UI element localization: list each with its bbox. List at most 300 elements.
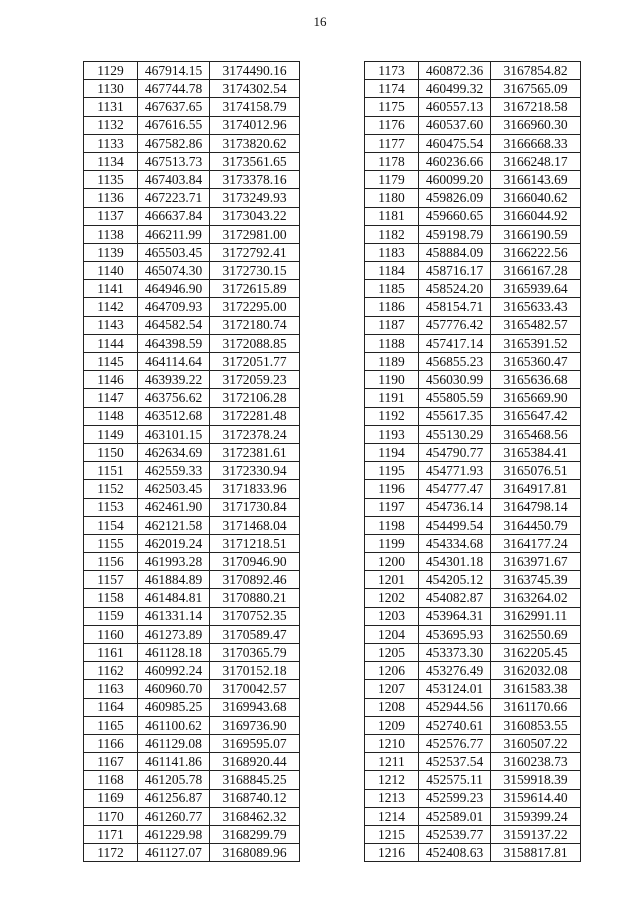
point-number-cell: 1155 [84, 534, 138, 552]
table-row [84, 789, 300, 807]
x-coordinate-cell: 463756.62 [138, 389, 210, 407]
x-coordinate-cell: 458716.17 [419, 262, 491, 280]
x-coordinate-cell: 461260.77 [138, 807, 210, 825]
table-row [365, 389, 581, 407]
point-number-cell: 1135 [84, 171, 138, 189]
y-coordinate-cell: 3172615.89 [210, 280, 300, 298]
y-coordinate-cell: 3172792.41 [210, 243, 300, 261]
x-coordinate-cell: 462559.33 [138, 462, 210, 480]
y-coordinate-cell: 3162991.11 [491, 607, 581, 625]
x-coordinate-cell: 452537.54 [419, 753, 491, 771]
x-coordinate-cell: 460985.25 [138, 698, 210, 716]
x-coordinate-cell: 466637.84 [138, 207, 210, 225]
y-coordinate-cell: 3172381.61 [210, 443, 300, 461]
table-row [365, 280, 581, 298]
point-number-cell: 1168 [84, 771, 138, 789]
table-row [365, 789, 581, 807]
point-number-cell: 1157 [84, 571, 138, 589]
point-number-cell: 1207 [365, 680, 419, 698]
table-row [84, 662, 300, 680]
table-row [84, 262, 300, 280]
y-coordinate-cell: 3166222.56 [491, 243, 581, 261]
y-coordinate-cell: 3172281.48 [210, 407, 300, 425]
x-coordinate-cell: 452539.77 [419, 825, 491, 843]
table-row [365, 371, 581, 389]
point-number-cell: 1184 [365, 262, 419, 280]
y-coordinate-cell: 3165633.43 [491, 298, 581, 316]
point-number-cell: 1133 [84, 134, 138, 152]
point-number-cell: 1160 [84, 625, 138, 643]
x-coordinate-cell: 454736.14 [419, 498, 491, 516]
x-coordinate-cell: 463512.68 [138, 407, 210, 425]
point-number-cell: 1142 [84, 298, 138, 316]
y-coordinate-cell: 3163745.39 [491, 571, 581, 589]
x-coordinate-cell: 458884.09 [419, 243, 491, 261]
x-coordinate-cell: 455617.35 [419, 407, 491, 425]
point-number-cell: 1173 [365, 62, 419, 80]
y-coordinate-cell: 3165647.42 [491, 407, 581, 425]
y-coordinate-cell: 3172981.00 [210, 225, 300, 243]
y-coordinate-cell: 3162205.45 [491, 644, 581, 662]
x-coordinate-cell: 454082.87 [419, 589, 491, 607]
table-row [84, 243, 300, 261]
table-row [84, 116, 300, 134]
y-coordinate-cell: 3172730.15 [210, 262, 300, 280]
y-coordinate-cell: 3165636.68 [491, 371, 581, 389]
x-coordinate-cell: 460872.36 [419, 62, 491, 80]
x-coordinate-cell: 456855.23 [419, 353, 491, 371]
y-coordinate-cell: 3174012.96 [210, 116, 300, 134]
point-number-cell: 1152 [84, 480, 138, 498]
point-number-cell: 1147 [84, 389, 138, 407]
point-number-cell: 1209 [365, 716, 419, 734]
point-number-cell: 1201 [365, 571, 419, 589]
table-row [365, 189, 581, 207]
y-coordinate-cell: 3161170.66 [491, 698, 581, 716]
x-coordinate-cell: 452589.01 [419, 807, 491, 825]
point-number-cell: 1188 [365, 334, 419, 352]
table-row [84, 680, 300, 698]
table-row [365, 407, 581, 425]
point-number-cell: 1196 [365, 480, 419, 498]
y-coordinate-cell: 3172059.23 [210, 371, 300, 389]
y-coordinate-cell: 3164177.24 [491, 534, 581, 552]
y-coordinate-cell: 3174490.16 [210, 62, 300, 80]
x-coordinate-cell: 467914.15 [138, 62, 210, 80]
point-number-cell: 1171 [84, 825, 138, 843]
y-coordinate-cell: 3170589.47 [210, 625, 300, 643]
x-coordinate-cell: 463939.22 [138, 371, 210, 389]
table-row [365, 243, 581, 261]
x-coordinate-cell: 461884.89 [138, 571, 210, 589]
y-coordinate-cell: 3166167.28 [491, 262, 581, 280]
y-coordinate-cell: 3168462.32 [210, 807, 300, 825]
point-number-cell: 1148 [84, 407, 138, 425]
y-coordinate-cell: 3165391.52 [491, 334, 581, 352]
x-coordinate-cell: 459198.79 [419, 225, 491, 243]
x-coordinate-cell: 453124.01 [419, 680, 491, 698]
point-number-cell: 1163 [84, 680, 138, 698]
point-number-cell: 1140 [84, 262, 138, 280]
table-row [84, 152, 300, 170]
point-number-cell: 1159 [84, 607, 138, 625]
x-coordinate-cell: 460992.24 [138, 662, 210, 680]
table-row [84, 480, 300, 498]
point-number-cell: 1164 [84, 698, 138, 716]
x-coordinate-cell: 458154.71 [419, 298, 491, 316]
y-coordinate-cell: 3174158.79 [210, 98, 300, 116]
point-number-cell: 1193 [365, 425, 419, 443]
y-coordinate-cell: 3160507.22 [491, 734, 581, 752]
point-number-cell: 1172 [84, 844, 138, 862]
table-row [84, 553, 300, 571]
y-coordinate-cell: 3172051.77 [210, 353, 300, 371]
point-number-cell: 1132 [84, 116, 138, 134]
table-row [365, 134, 581, 152]
x-coordinate-cell: 453964.31 [419, 607, 491, 625]
y-coordinate-cell: 3164917.81 [491, 480, 581, 498]
x-coordinate-cell: 464398.59 [138, 334, 210, 352]
coordinates-table-left [83, 61, 300, 862]
point-number-cell: 1212 [365, 771, 419, 789]
point-number-cell: 1165 [84, 716, 138, 734]
point-number-cell: 1174 [365, 80, 419, 98]
y-coordinate-cell: 3166040.62 [491, 189, 581, 207]
x-coordinate-cell: 461229.98 [138, 825, 210, 843]
table-row [365, 443, 581, 461]
point-number-cell: 1158 [84, 589, 138, 607]
y-coordinate-cell: 3167218.58 [491, 98, 581, 116]
table-row [84, 353, 300, 371]
point-number-cell: 1211 [365, 753, 419, 771]
table-row [365, 152, 581, 170]
x-coordinate-cell: 461128.18 [138, 644, 210, 662]
x-coordinate-cell: 460499.32 [419, 80, 491, 98]
y-coordinate-cell: 3170892.46 [210, 571, 300, 589]
x-coordinate-cell: 455130.29 [419, 425, 491, 443]
point-number-cell: 1186 [365, 298, 419, 316]
point-number-cell: 1143 [84, 316, 138, 334]
x-coordinate-cell: 460475.54 [419, 134, 491, 152]
y-coordinate-cell: 3173378.16 [210, 171, 300, 189]
x-coordinate-cell: 462461.90 [138, 498, 210, 516]
y-coordinate-cell: 3169595.07 [210, 734, 300, 752]
table-row [84, 171, 300, 189]
point-number-cell: 1208 [365, 698, 419, 716]
point-number-cell: 1199 [365, 534, 419, 552]
table-row [365, 316, 581, 334]
x-coordinate-cell: 461100.62 [138, 716, 210, 734]
y-coordinate-cell: 3159918.39 [491, 771, 581, 789]
point-number-cell: 1187 [365, 316, 419, 334]
y-coordinate-cell: 3172106.28 [210, 389, 300, 407]
x-coordinate-cell: 452576.77 [419, 734, 491, 752]
point-number-cell: 1191 [365, 389, 419, 407]
x-coordinate-cell: 457776.42 [419, 316, 491, 334]
y-coordinate-cell: 3167854.82 [491, 62, 581, 80]
x-coordinate-cell: 453373.30 [419, 644, 491, 662]
point-number-cell: 1139 [84, 243, 138, 261]
y-coordinate-cell: 3170880.21 [210, 589, 300, 607]
point-number-cell: 1205 [365, 644, 419, 662]
table-row [365, 698, 581, 716]
table-row [365, 225, 581, 243]
table-row [84, 607, 300, 625]
x-coordinate-cell: 456030.99 [419, 371, 491, 389]
point-number-cell: 1181 [365, 207, 419, 225]
y-coordinate-cell: 3159399.24 [491, 807, 581, 825]
point-number-cell: 1130 [84, 80, 138, 98]
point-number-cell: 1200 [365, 553, 419, 571]
table-row [365, 680, 581, 698]
table-row [365, 734, 581, 752]
table-row [84, 498, 300, 516]
x-coordinate-cell: 466211.99 [138, 225, 210, 243]
y-coordinate-cell: 3165468.56 [491, 425, 581, 443]
y-coordinate-cell: 3161583.38 [491, 680, 581, 698]
point-number-cell: 1146 [84, 371, 138, 389]
x-coordinate-cell: 461993.28 [138, 553, 210, 571]
table-row [84, 753, 300, 771]
table-row [365, 480, 581, 498]
y-coordinate-cell: 3165384.41 [491, 443, 581, 461]
table-row [84, 334, 300, 352]
point-number-cell: 1180 [365, 189, 419, 207]
point-number-cell: 1195 [365, 462, 419, 480]
table-row [84, 734, 300, 752]
table-row [84, 225, 300, 243]
y-coordinate-cell: 3173249.93 [210, 189, 300, 207]
table-row [365, 171, 581, 189]
point-number-cell: 1136 [84, 189, 138, 207]
table-row [365, 498, 581, 516]
table-row [84, 280, 300, 298]
y-coordinate-cell: 3170946.90 [210, 553, 300, 571]
y-coordinate-cell: 3172180.74 [210, 316, 300, 334]
x-coordinate-cell: 453695.93 [419, 625, 491, 643]
x-coordinate-cell: 461331.14 [138, 607, 210, 625]
y-coordinate-cell: 3170042.57 [210, 680, 300, 698]
point-number-cell: 1177 [365, 134, 419, 152]
table-row [84, 716, 300, 734]
table-row [84, 98, 300, 116]
y-coordinate-cell: 3168920.44 [210, 753, 300, 771]
y-coordinate-cell: 3168845.25 [210, 771, 300, 789]
point-number-cell: 1215 [365, 825, 419, 843]
y-coordinate-cell: 3158817.81 [491, 844, 581, 862]
y-coordinate-cell: 3173820.62 [210, 134, 300, 152]
x-coordinate-cell: 460557.13 [419, 98, 491, 116]
table-row [84, 134, 300, 152]
y-coordinate-cell: 3169943.68 [210, 698, 300, 716]
x-coordinate-cell: 460537.60 [419, 116, 491, 134]
x-coordinate-cell: 454790.77 [419, 443, 491, 461]
point-number-cell: 1214 [365, 807, 419, 825]
point-number-cell: 1156 [84, 553, 138, 571]
point-number-cell: 1170 [84, 807, 138, 825]
table-row [84, 425, 300, 443]
x-coordinate-cell: 454205.12 [419, 571, 491, 589]
table-row [365, 353, 581, 371]
x-coordinate-cell: 460099.20 [419, 171, 491, 189]
table-row [84, 443, 300, 461]
y-coordinate-cell: 3169736.90 [210, 716, 300, 734]
y-coordinate-cell: 3164450.79 [491, 516, 581, 534]
point-number-cell: 1202 [365, 589, 419, 607]
point-number-cell: 1162 [84, 662, 138, 680]
table-row [365, 571, 581, 589]
table-row [84, 516, 300, 534]
y-coordinate-cell: 3170365.79 [210, 644, 300, 662]
y-coordinate-cell: 3165939.64 [491, 280, 581, 298]
y-coordinate-cell: 3171468.04 [210, 516, 300, 534]
y-coordinate-cell: 3166044.92 [491, 207, 581, 225]
x-coordinate-cell: 464114.64 [138, 353, 210, 371]
table-row [365, 844, 581, 862]
point-number-cell: 1216 [365, 844, 419, 862]
point-number-cell: 1179 [365, 171, 419, 189]
y-coordinate-cell: 3168299.79 [210, 825, 300, 843]
point-number-cell: 1176 [365, 116, 419, 134]
x-coordinate-cell: 461141.86 [138, 753, 210, 771]
point-number-cell: 1197 [365, 498, 419, 516]
x-coordinate-cell: 461129.08 [138, 734, 210, 752]
table-row [84, 571, 300, 589]
x-coordinate-cell: 459826.09 [419, 189, 491, 207]
x-coordinate-cell: 452599.23 [419, 789, 491, 807]
y-coordinate-cell: 3165360.47 [491, 353, 581, 371]
y-coordinate-cell: 3171833.96 [210, 480, 300, 498]
x-coordinate-cell: 461127.07 [138, 844, 210, 862]
point-number-cell: 1178 [365, 152, 419, 170]
table-row [365, 425, 581, 443]
y-coordinate-cell: 3165482.57 [491, 316, 581, 334]
x-coordinate-cell: 461484.81 [138, 589, 210, 607]
x-coordinate-cell: 459660.65 [419, 207, 491, 225]
point-number-cell: 1138 [84, 225, 138, 243]
point-number-cell: 1131 [84, 98, 138, 116]
table-row [365, 716, 581, 734]
table-row [365, 662, 581, 680]
x-coordinate-cell: 454777.47 [419, 480, 491, 498]
x-coordinate-cell: 464946.90 [138, 280, 210, 298]
table-row [84, 316, 300, 334]
x-coordinate-cell: 452944.56 [419, 698, 491, 716]
x-coordinate-cell: 465074.30 [138, 262, 210, 280]
point-number-cell: 1137 [84, 207, 138, 225]
table-row [365, 298, 581, 316]
y-coordinate-cell: 3160853.55 [491, 716, 581, 734]
x-coordinate-cell: 467616.55 [138, 116, 210, 134]
point-number-cell: 1198 [365, 516, 419, 534]
y-coordinate-cell: 3162032.08 [491, 662, 581, 680]
y-coordinate-cell: 3159614.40 [491, 789, 581, 807]
point-number-cell: 1145 [84, 353, 138, 371]
table-row [84, 389, 300, 407]
table-row [365, 534, 581, 552]
point-number-cell: 1169 [84, 789, 138, 807]
table-row [84, 825, 300, 843]
y-coordinate-cell: 3172330.94 [210, 462, 300, 480]
table-row [84, 844, 300, 862]
coordinates-table-body [84, 62, 300, 862]
point-number-cell: 1203 [365, 607, 419, 625]
y-coordinate-cell: 3166248.17 [491, 152, 581, 170]
point-number-cell: 1213 [365, 789, 419, 807]
x-coordinate-cell: 452740.61 [419, 716, 491, 734]
y-coordinate-cell: 3172378.24 [210, 425, 300, 443]
table-row [365, 625, 581, 643]
y-coordinate-cell: 3173561.65 [210, 152, 300, 170]
x-coordinate-cell: 467582.86 [138, 134, 210, 152]
point-number-cell: 1175 [365, 98, 419, 116]
table-row [84, 698, 300, 716]
x-coordinate-cell: 464582.54 [138, 316, 210, 334]
x-coordinate-cell: 454771.93 [419, 462, 491, 480]
x-coordinate-cell: 460960.70 [138, 680, 210, 698]
y-coordinate-cell: 3172088.85 [210, 334, 300, 352]
x-coordinate-cell: 467403.84 [138, 171, 210, 189]
point-number-cell: 1144 [84, 334, 138, 352]
table-row [84, 207, 300, 225]
table-row [84, 80, 300, 98]
y-coordinate-cell: 3170752.35 [210, 607, 300, 625]
table-row [365, 516, 581, 534]
x-coordinate-cell: 453276.49 [419, 662, 491, 680]
point-number-cell: 1185 [365, 280, 419, 298]
table-row [365, 753, 581, 771]
point-number-cell: 1151 [84, 462, 138, 480]
table-row [84, 462, 300, 480]
point-number-cell: 1166 [84, 734, 138, 752]
point-number-cell: 1161 [84, 644, 138, 662]
x-coordinate-cell: 462121.58 [138, 516, 210, 534]
point-number-cell: 1204 [365, 625, 419, 643]
y-coordinate-cell: 3164798.14 [491, 498, 581, 516]
x-coordinate-cell: 467513.73 [138, 152, 210, 170]
x-coordinate-cell: 461205.78 [138, 771, 210, 789]
x-coordinate-cell: 465503.45 [138, 243, 210, 261]
point-number-cell: 1190 [365, 371, 419, 389]
table-row [365, 98, 581, 116]
table-row [84, 589, 300, 607]
x-coordinate-cell: 454301.18 [419, 553, 491, 571]
point-number-cell: 1192 [365, 407, 419, 425]
table-row [365, 262, 581, 280]
y-coordinate-cell: 3173043.22 [210, 207, 300, 225]
table-row [365, 80, 581, 98]
y-coordinate-cell: 3170152.18 [210, 662, 300, 680]
point-number-cell: 1182 [365, 225, 419, 243]
table-row [365, 589, 581, 607]
x-coordinate-cell: 452408.63 [419, 844, 491, 862]
y-coordinate-cell: 3163264.02 [491, 589, 581, 607]
point-number-cell: 1150 [84, 443, 138, 461]
point-number-cell: 1149 [84, 425, 138, 443]
x-coordinate-cell: 462634.69 [138, 443, 210, 461]
x-coordinate-cell: 455805.59 [419, 389, 491, 407]
table-row [365, 62, 581, 80]
table-row [365, 607, 581, 625]
x-coordinate-cell: 458524.20 [419, 280, 491, 298]
table-row [365, 807, 581, 825]
page-number: 16 [313, 14, 327, 29]
x-coordinate-cell: 467223.71 [138, 189, 210, 207]
point-number-cell: 1153 [84, 498, 138, 516]
y-coordinate-cell: 3159137.22 [491, 825, 581, 843]
point-number-cell: 1194 [365, 443, 419, 461]
y-coordinate-cell: 3166143.69 [491, 171, 581, 189]
